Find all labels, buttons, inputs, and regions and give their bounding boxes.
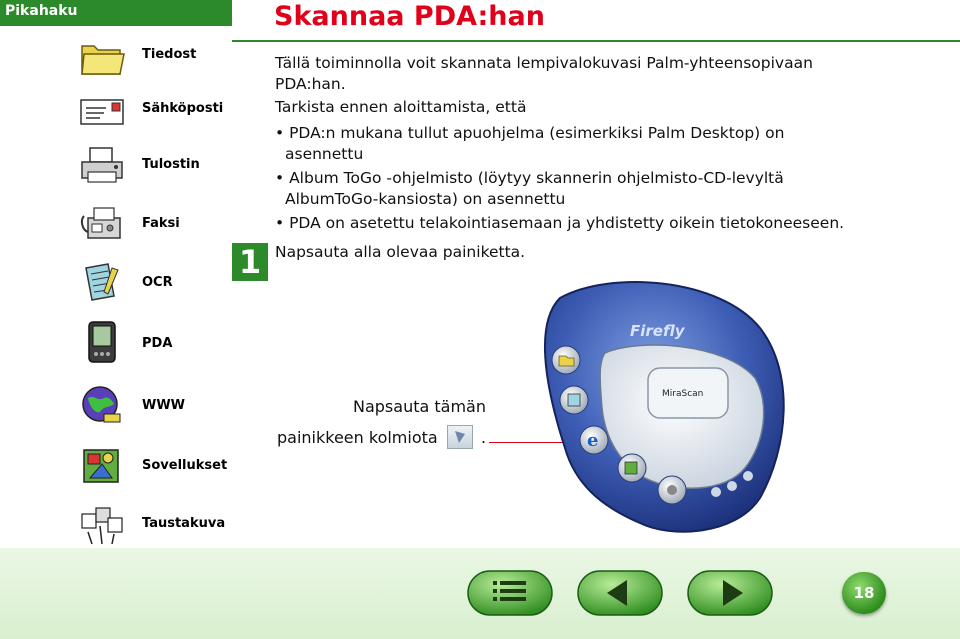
back-button[interactable] (577, 570, 663, 616)
callout-text-line2: painikkeen kolmiota (277, 428, 438, 447)
bullet-line: AlbumToGo-kansiosta) on asennettu (285, 190, 566, 208)
bullet-item (275, 213, 875, 234)
panel-brand-text: Firefly (630, 322, 685, 340)
bullet-item (275, 168, 875, 210)
sidebar-item-label: Sähköposti (142, 101, 224, 116)
firefly-scanner-panel (520, 268, 800, 538)
sidebar-item-label: WWW (142, 398, 186, 413)
printer-icon (78, 144, 126, 188)
sidebar-item-label: Faksi (142, 216, 180, 231)
sidebar-item-label: Tiedost (142, 47, 197, 62)
bullet-line: • PDA:n mukana tullut apuohjelma (esimerkiksi Palm Desktop) on (275, 124, 785, 142)
sidebar-item-applications[interactable] (0, 440, 232, 496)
quick-search-header (0, 0, 232, 26)
wallpaper-icon (78, 504, 126, 548)
sidebar-item-www[interactable] (0, 380, 232, 436)
intro-text-line2: PDA:han. (275, 75, 346, 93)
step-number-badge: 1 (232, 243, 268, 281)
quick-search-label: Pikahaku (5, 3, 78, 19)
callout-period: . (481, 428, 487, 447)
check-text: Tarkista ennen aloittamista, että (275, 98, 527, 116)
sidebar-item-ocr[interactable] (0, 254, 232, 310)
title-divider (232, 40, 960, 42)
sidebar-item-label: PDA (142, 336, 173, 351)
menu-button[interactable] (467, 570, 553, 616)
sidebar-item-pda[interactable] (0, 316, 232, 372)
instruction-text: Napsauta alla olevaa painiketta. (275, 243, 526, 261)
bullet-line: • PDA on asetettu telakointiasemaan ja yhdistetty oikein tietokoneeseen. (275, 214, 845, 232)
back-arrow-icon (577, 570, 663, 616)
sidebar-item-label: OCR (142, 275, 173, 290)
svg-text:e: e (587, 430, 599, 451)
sidebar-item-label: Tulostin (142, 157, 200, 172)
sidebar-item-label: Taustakuva (142, 516, 226, 531)
bullet-line: asennettu (285, 145, 364, 163)
sidebar-item-email[interactable] (0, 84, 232, 140)
intro-text-line1: Tällä toiminnolla voit skannata lempivalokuvasi Palm-yhteensopivaan (275, 54, 813, 72)
forward-arrow-icon (687, 570, 773, 616)
page-number-badge: 18 (842, 572, 886, 614)
fax-icon (78, 202, 126, 246)
sidebar (0, 0, 232, 548)
pda-icon (78, 320, 126, 364)
bullet-line: • Album ToGo -ohjelmisto (löytyy skannerin ohjelmisto-CD-levyltä (275, 169, 784, 187)
folder-icon (78, 34, 126, 78)
applications-icon (78, 444, 126, 488)
menu-list-icon (467, 570, 553, 616)
globe-icon (78, 384, 126, 428)
forward-button[interactable] (687, 570, 773, 616)
triangle-button-sample (447, 425, 473, 449)
panel-display-text: MiraScan (662, 389, 704, 399)
ocr-document-icon (78, 260, 126, 304)
triangle-icon (448, 426, 472, 448)
page-title: Skannaa PDA:han (274, 1, 545, 32)
envelope-icon (78, 88, 126, 132)
sidebar-item-fax[interactable] (0, 196, 232, 252)
sidebar-item-printer[interactable] (0, 138, 232, 194)
sidebar-item-label: Sovellukset (142, 458, 228, 473)
callout-text-line1: Napsauta tämän (353, 397, 486, 416)
bullet-item (275, 123, 875, 165)
sidebar-item-files[interactable] (0, 30, 232, 86)
